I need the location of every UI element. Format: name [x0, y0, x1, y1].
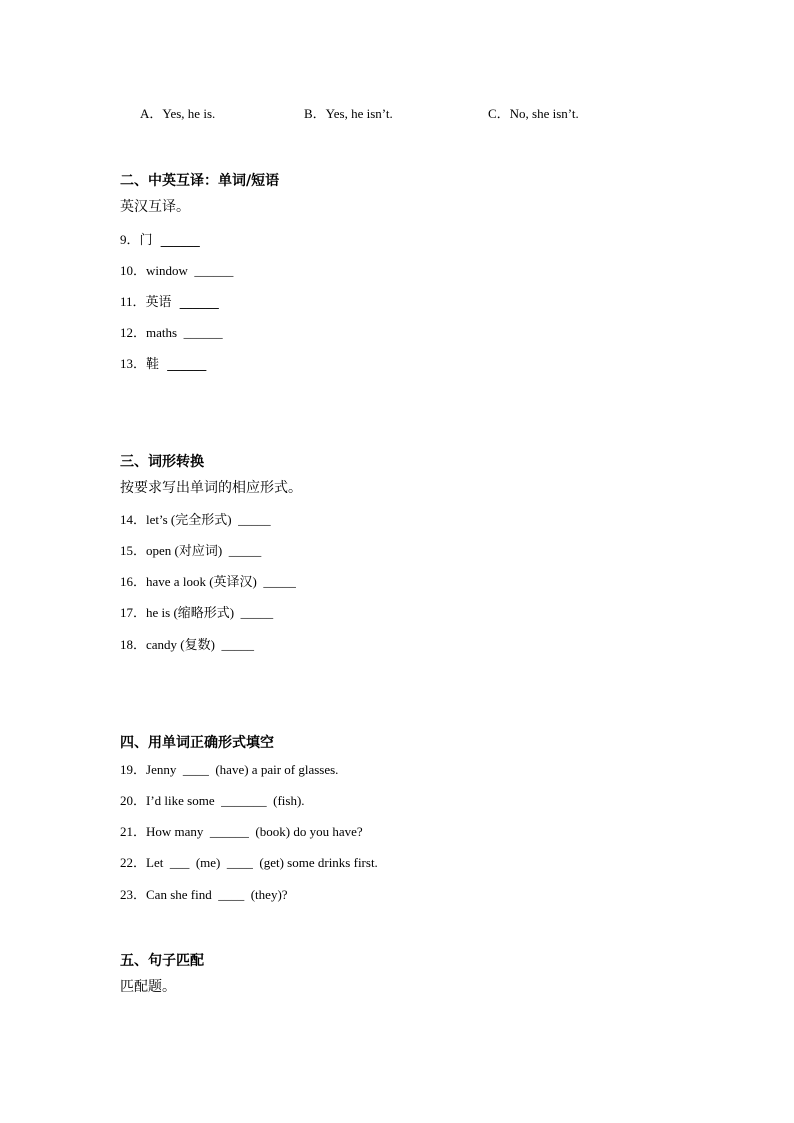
question-item: 11．英语 ______ — [120, 294, 219, 310]
question-item: 21．How many ______ (book) do you have? — [120, 824, 363, 839]
section-instruction: 匹配题。 — [120, 979, 176, 995]
option-b[interactable]: B．Yes, he isn’t. — [304, 106, 393, 121]
question-item: 12．maths ______ — [120, 325, 223, 340]
question-item: 16．have a look (英译汉) _____ — [120, 574, 296, 589]
question-item: 15．open (对应词) _____ — [120, 543, 262, 558]
option-a[interactable]: A．Yes, he is. — [140, 106, 216, 121]
section-instruction: 英汉互译。 — [120, 199, 190, 215]
section-title-fill-blanks: 四、用单词正确形式填空 — [120, 735, 274, 751]
question-item: 17．he is (缩略形式) _____ — [120, 605, 274, 620]
section-instruction: 按要求写出单词的相应形式。 — [120, 480, 302, 496]
section-title-translation: 二、中英互译：单词/短语 — [120, 173, 280, 189]
question-item: 22．Let ___ (me) ____ (get) some drinks first. — [120, 855, 378, 870]
question-item: 20．I’d like some _______ (fish). — [120, 793, 305, 808]
answer-options — [0, 103, 794, 123]
option-c[interactable]: C．No, she isn’t. — [488, 106, 579, 121]
question-item: 9．门 ______ — [120, 232, 200, 248]
question-item: 18．candy (复数) _____ — [120, 637, 254, 652]
question-item: 14．let’s (完全形式) _____ — [120, 512, 271, 527]
section-title-word-forms: 三、词形转换 — [120, 454, 204, 470]
question-item: 19．Jenny ____ (have) a pair of glasses. — [120, 762, 339, 777]
question-item: 13．鞋 ______ — [120, 356, 207, 372]
section-title-sentence-matching: 五、句子匹配 — [120, 953, 204, 969]
question-item: 10．window ______ — [120, 263, 234, 278]
question-item: 23．Can she find ____ (they)? — [120, 887, 288, 902]
